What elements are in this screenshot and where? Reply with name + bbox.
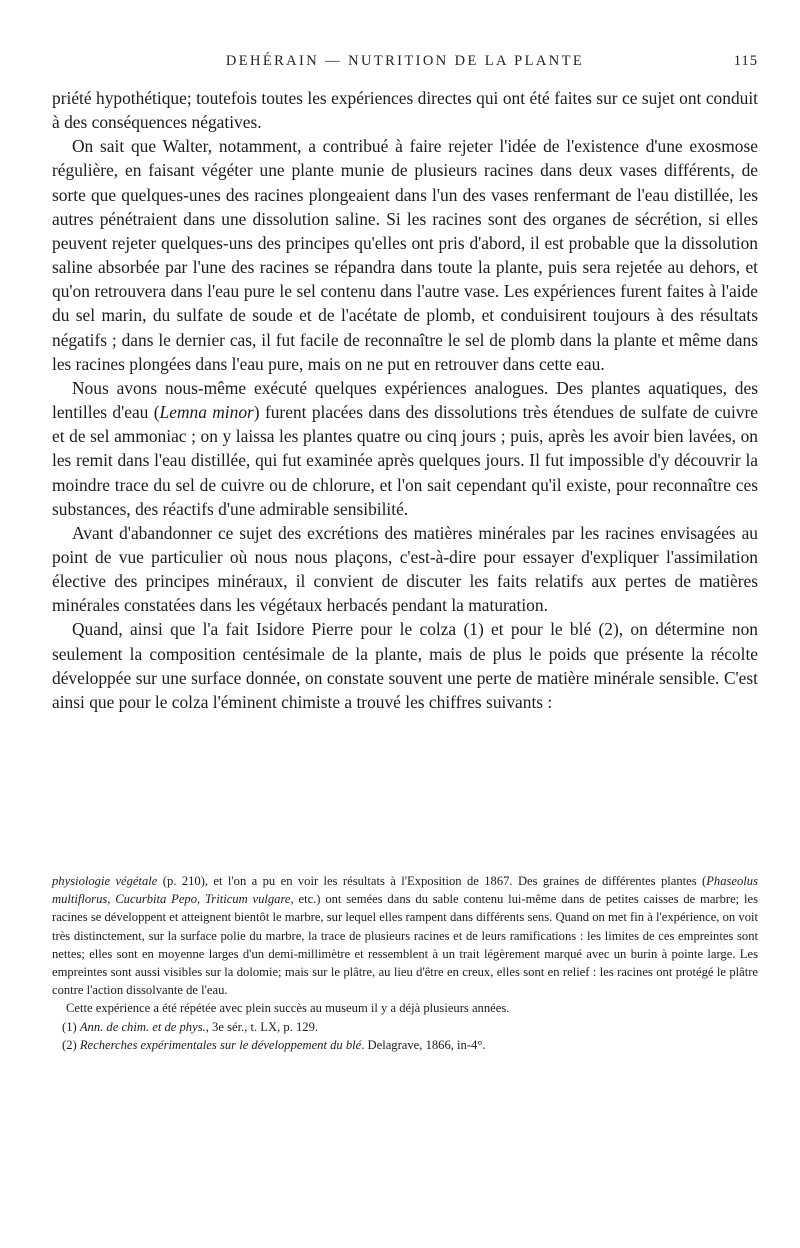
paragraph-4: Avant d'abandonner ce sujet des excrétions des matières minérales par les racines envisagées au point de vue particulier où nous nous plaçons, c'est-à-dire pour essayer d'expliquer l'assimilation élective des principes minéraux, il convient de discuter les faits relatifs aux pertes de matières minérales constatées dans les végétaux herbacés pendant la maturation. [52, 522, 758, 616]
footnote-2-ref: . Delagrave, 1866, in-4°. [361, 1037, 486, 1052]
paragraph-3-end: ) furent placées dans des dissolutions très étendues de sulfate de cuivre et de sel ammoniac ; on y laissa les plantes quatre ou cinq jours ; puis, après les avoir bien lavées, on les remit dans l'eau distillée, qui fut examinée après quelques jours. Il fut impossible d'y découvrir la moindre trace du sel de cuivre ou de chlorure, et l'on sait cependant qu'il existe, pour reconnaître ces substances, des réactifs d'une admirable sensibilité. [52, 402, 758, 519]
running-head [52, 53, 758, 75]
footnote-1-ref: , 3e sér., t. LX, p. 129. [205, 1019, 319, 1034]
footnote-1-number: (1) [62, 1019, 80, 1034]
paragraph-1: priété hypothétique; toutefois toutes les expériences directes qui ont été faites sur ce sujet ont conduit à des conséquences négatives. [52, 88, 758, 133]
note-title: physiologie végétale [52, 874, 158, 888]
lemna-minor: Lemna minor [159, 402, 254, 423]
footnote-2-source: Recherches expérimentales sur le développement du blé [79, 1037, 362, 1052]
footnotes [52, 872, 758, 1054]
page-number: 115 [733, 53, 758, 69]
note-text-a: (p. 210), et l'on a pu en voir les résultats à l'Exposition de 1867. Des graines de différentes plantes ( [157, 874, 707, 888]
footnote-1 [52, 1018, 758, 1036]
paragraph-3 [52, 376, 758, 521]
note-museum: Cette expérience a été répétée avec plein succès au museum il y a déjà plusieurs années. [66, 1001, 510, 1016]
paragraph-3-start: Nous avons nous-même exécuté quelques expériences analogues. Des plantes aquatiques, des lentilles d'eau ( [52, 377, 758, 423]
paragraph-2: On sait que Walter, notamment, a contribué à faire rejeter l'idée de l'existence d'une exosmose régulière, en faisant végéter une plante munie de plusieurs racines dans deux vases différents, de sorte que quelques-unes des racines plongeaient dans l'un des vases renfermant de l'eau distillée, les autres pénétraient dans une dissolution saline. Si les racines sont des organes de sécrétion, si elles peuvent rejeter quelques-uns des principes qu'elles ont pris d'abord, il est probable que la dissolution saline absorbée par l'une des racines se répandra dans toute la plante, puis sera rejetée au dehors, et qu'on retrouvera dans l'eau pure le sel contenu dans l'autre vase. Les expériences furent faites à l'aide du sel marin, du sulfate de soude et de l'acétate de plomb, et conduisirent toujours à des résultats négatifs ; dans le dernier cas, il fut facile de reconnaître le sel de plomb dans la plante et même dans les racines plongées dans l'eau pure, mais on ne put en retrouver dans cette eau. [52, 136, 758, 374]
paragraph-5: Quand, ainsi que l'a fait Isidore Pierre pour le colza (1) et pour le blé (2), on détermine non seulement la composition centésimale de la plante, mais de plus le poids que présente la récolte développée sur une surface donnée, on constate souvent une perte de matière minérale sensible. C'est ainsi que pour le colza l'éminent chimiste a trouvé les chiffres suivants : [52, 619, 758, 712]
footnote-1-source: Ann. de chim. et de phys. [79, 1019, 206, 1034]
footnote-2 [52, 1036, 758, 1054]
running-title: DEHÉRAIN — NUTRITION DE LA PLANTE [225, 53, 585, 69]
note-continuation [52, 872, 758, 999]
note-text-b: , etc.) ont semées dans du sable contenu lui-même dans de petites caisses de marbre; les racines se développent et atteignent bientôt le marbre, sur lequel elles rampent dans différents sens. Quand on met fin à l'expérience, on voit très distinctement, sur la surface polie du marbre, la trace de plusieurs racines et de leurs ramifications : les limites de ces empreintes sont nettes; elles sont en moyenne larges d'un demi-millimètre et ressemblent à un trait légèrement marqué avec un burin à pointe large. Les empreintes sont aussi visibles sur la dolomie; mais sur le plâtre, au lieu d'être en creux, elles sont en relief : les racines ont protégé le plâtre contre l'action dissolvante de l'eau. [52, 892, 758, 998]
main-text [52, 86, 758, 714]
footnote-2-number: (2) [62, 1037, 80, 1052]
note-species: Phaseolus multiflorus, Cucurbita Pepo, Triticum vulgare [52, 874, 758, 907]
